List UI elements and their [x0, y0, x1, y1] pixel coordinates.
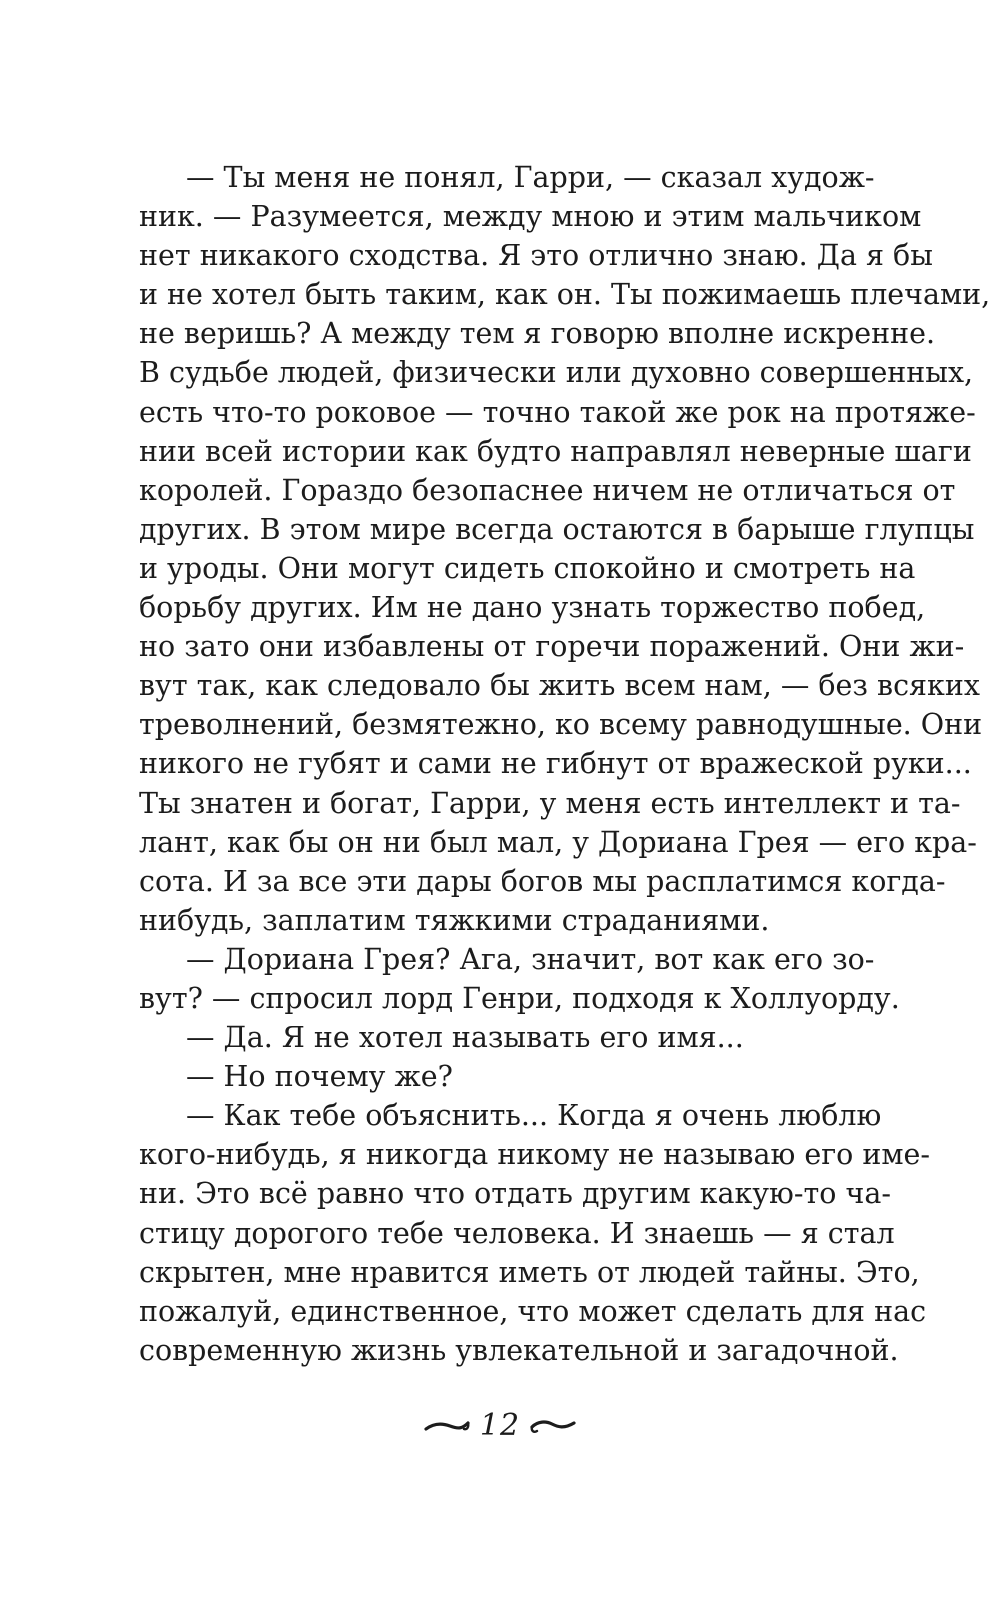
text-line: вут так, как следовало бы жить всем нам, — без всяких [139, 669, 980, 703]
text-line: других. В этом мире всегда остаются в барыше глупцы [139, 512, 975, 546]
swash-flourish-left-icon [424, 1414, 470, 1436]
text-line: королей. Гораздо безопаснее ничем не отличаться от [139, 473, 956, 507]
text-line: кого-нибудь, я никогда никому не называю его име- [139, 1138, 931, 1172]
text-line: В судьбе людей, физически или духовно совершенных, [139, 356, 974, 390]
text-line: современную жизнь увлекательной и загадочной. [139, 1333, 899, 1367]
text-line: и не хотел быть таким, как он. Ты пожимаешь плечами, [139, 278, 991, 312]
text-line: есть что-то роковое — точно такой же рок на протяже- [139, 395, 976, 429]
page-folio [0, 1400, 1000, 1450]
text-line: никого не губят и сами не гибнут от вражеской руки... [139, 747, 972, 781]
text-line: — Как тебе объяснить... Когда я очень люблю [186, 1099, 882, 1133]
text-line: вут? — спросил лорд Генри, подходя к Холлуорду. [139, 981, 900, 1015]
text-line: ник. — Разумеется, между мною и этим мальчиком [139, 200, 922, 234]
text-line: — Но почему же? [186, 1060, 453, 1094]
text-line: стицу дорогого тебе человека. И знаешь — я стал [139, 1216, 895, 1250]
text-line: не веришь? А между тем я говорю вполне искренне. [139, 317, 936, 351]
text-line: — Дориана Грея? Ага, значит, вот как его зо- [186, 942, 875, 976]
text-line: нибудь, заплатим тяжкими страданиями. [139, 903, 770, 937]
text-line: скрытен, мне нравится иметь от людей тайны. Это, [139, 1255, 920, 1289]
text-line: — Да. Я не хотел называть его имя... [186, 1021, 744, 1055]
text-line: нет никакого сходства. Я это отлично знаю. Да я бы [139, 239, 933, 273]
text-line: — Ты меня не понял, Гарри, — сказал худож- [186, 161, 875, 194]
text-line: Ты знатен и богат, Гарри, у меня есть интеллект и та- [139, 786, 961, 820]
text-line: и уроды. Они могут сидеть спокойно и смотреть на [139, 551, 916, 585]
text-line: нии всей истории как будто направлял неверные шаги [139, 434, 972, 468]
text-line: но зато они избавлены от горечи поражений. Они жи- [139, 630, 965, 664]
swash-flourish-right-icon [530, 1414, 576, 1436]
text-line: пожалуй, единственное, что может сделать для нас [139, 1294, 927, 1328]
text-line: треволнений, безмятежно, ко всему равнодушные. Они [139, 708, 983, 742]
page-number: 12 [479, 1407, 521, 1443]
text-line: борьбу других. Им не дано узнать торжество побед, [139, 591, 926, 625]
text-line: сота. И за все эти дары богов мы расплатимся когда- [139, 864, 946, 898]
body-text [139, 158, 991, 1370]
text-line: лант, как бы он ни был мал, у Дориана Грея — его кра- [139, 825, 977, 859]
text-line: ни. Это всё равно что отдать другим какую-то ча- [139, 1177, 891, 1211]
